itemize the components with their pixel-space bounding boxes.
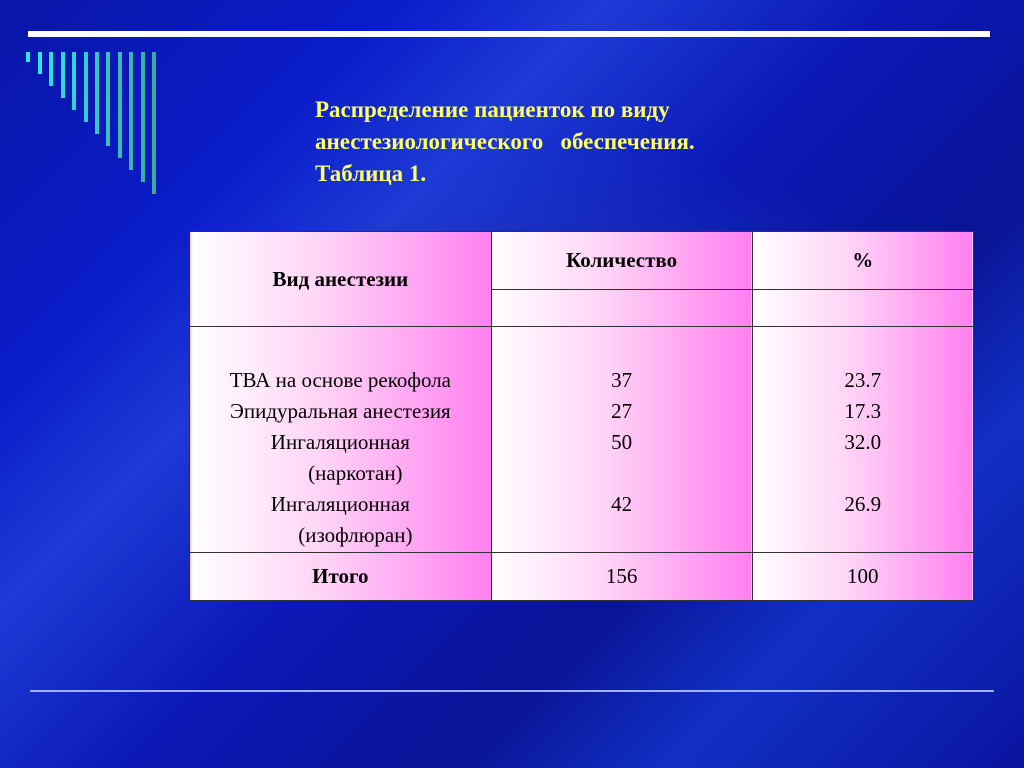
header-count: Количество bbox=[491, 232, 752, 290]
count-value: 27 bbox=[611, 399, 633, 423]
type-cell bbox=[190, 327, 492, 553]
decorative-bars bbox=[0, 0, 200, 220]
decor-bar bbox=[26, 52, 30, 62]
decor-bar bbox=[141, 52, 145, 182]
decor-bar bbox=[95, 52, 99, 134]
count-value: 42 bbox=[611, 492, 633, 516]
header-type: Вид анестезии bbox=[190, 232, 492, 327]
type-label: Ингаляционная bbox=[270, 430, 410, 454]
total-label: Итого bbox=[190, 553, 492, 601]
title-line: анестезиологического обеспечения. bbox=[315, 129, 695, 154]
count-value: 50 bbox=[611, 430, 633, 454]
type-label: Эпидуральная анестезия bbox=[229, 399, 451, 423]
decor-bar bbox=[38, 52, 42, 74]
type-label: Ингаляционная bbox=[270, 492, 410, 516]
percent-cell bbox=[752, 327, 974, 553]
decor-bar bbox=[61, 52, 65, 98]
type-label: (изофлюран) bbox=[298, 523, 413, 547]
decor-bar bbox=[49, 52, 53, 86]
header-percent: % bbox=[752, 232, 974, 290]
decor-bar bbox=[106, 52, 110, 146]
slide-title bbox=[315, 94, 875, 190]
percent-value: 32.0 bbox=[844, 430, 882, 454]
count-value: 37 bbox=[611, 368, 633, 392]
anesthesia-table bbox=[189, 231, 974, 601]
header-percent-sub bbox=[752, 290, 974, 327]
total-count: 156 bbox=[491, 553, 752, 601]
decor-bar bbox=[129, 52, 133, 170]
decor-bar bbox=[118, 52, 122, 158]
title-line: Распределение пациенток по виду bbox=[315, 97, 670, 122]
type-label: (наркотан) bbox=[308, 461, 403, 485]
type-label: ТВА на основе рекофола bbox=[229, 368, 451, 392]
total-percent: 100 bbox=[752, 553, 974, 601]
percent-value: 23.7 bbox=[844, 368, 882, 392]
title-line: Таблица 1. bbox=[315, 161, 427, 186]
decor-bar bbox=[152, 52, 156, 194]
decor-bar bbox=[84, 52, 88, 122]
decor-bar bbox=[72, 52, 76, 110]
percent-value: 17.3 bbox=[844, 399, 882, 423]
header-count-sub bbox=[491, 290, 752, 327]
percent-value: 26.9 bbox=[844, 492, 882, 516]
count-cell bbox=[491, 327, 752, 553]
bottom-rule bbox=[30, 690, 994, 692]
